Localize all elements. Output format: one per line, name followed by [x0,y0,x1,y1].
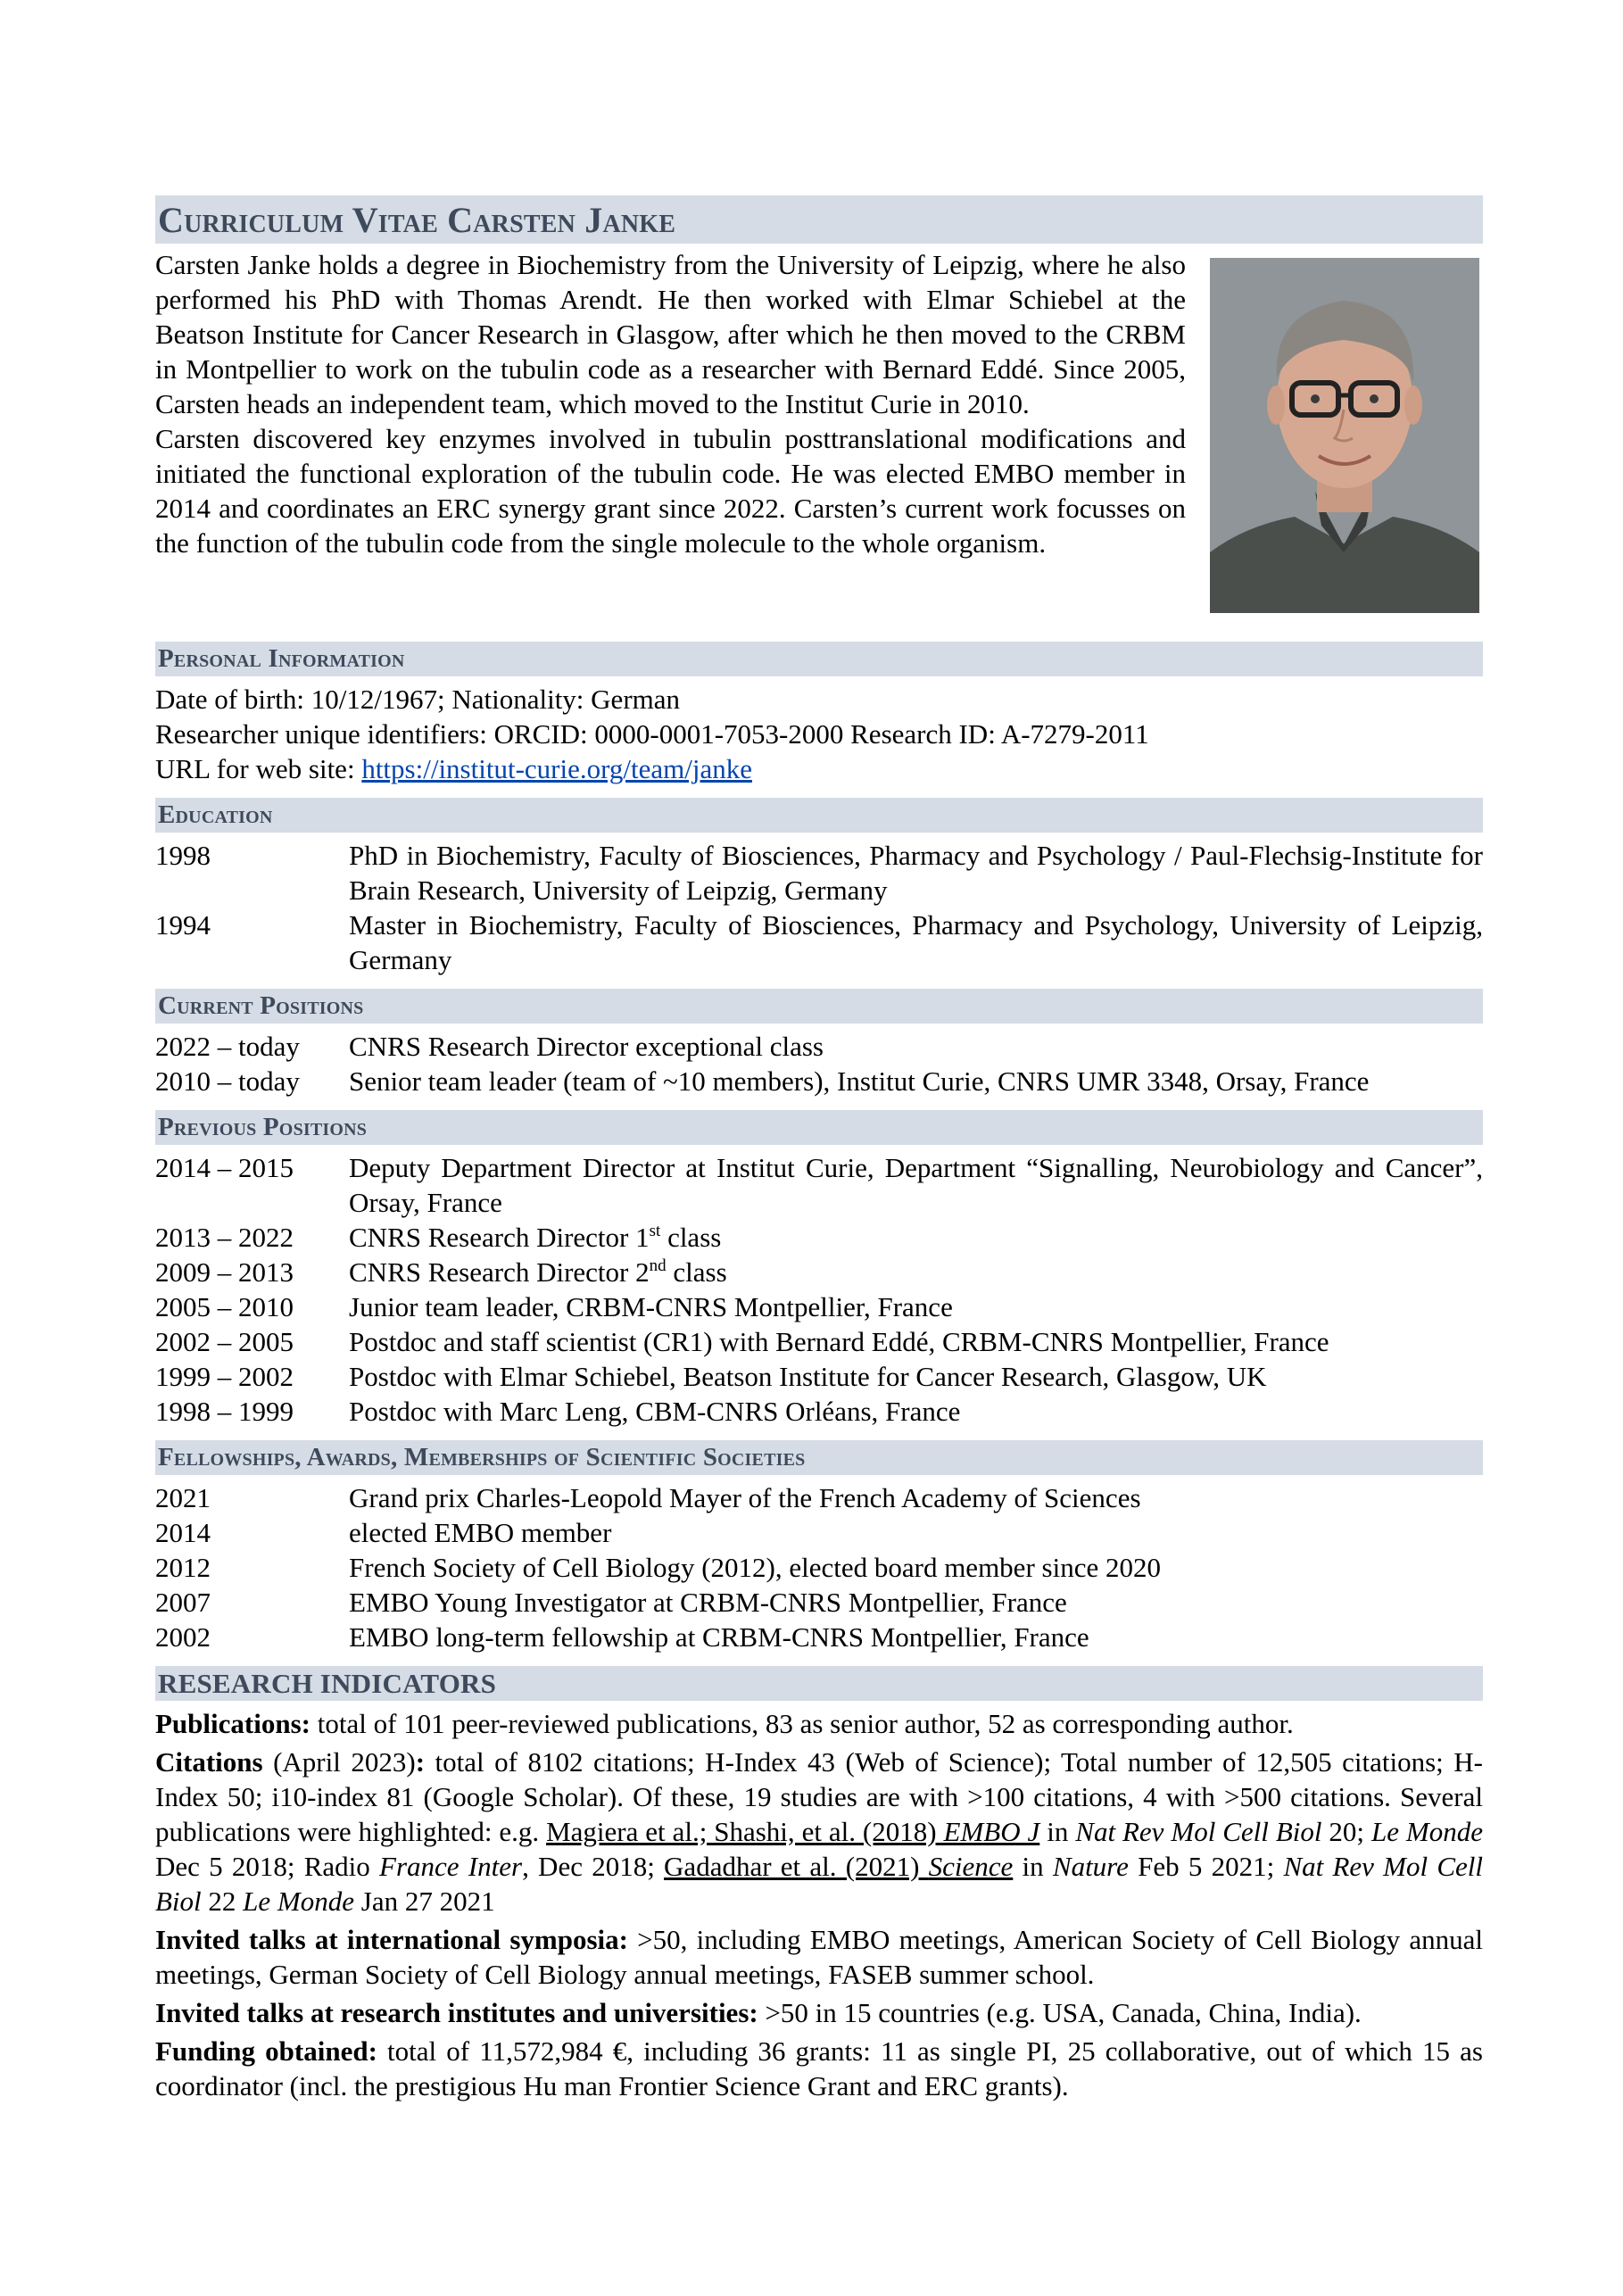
entry-year: 2002 [155,1621,211,1653]
citations-connector: in [1013,1851,1053,1882]
awards-heading: Fellowships, Awards, Memberships of Scientific Societies [155,1440,1483,1475]
current-positions-section [155,1029,1483,1098]
position-entry [155,1255,1483,1289]
entry-text-main: CNRS Research Director 1 [349,1222,650,1253]
portrait-photo [1210,258,1479,613]
portrait-illustration [1210,258,1479,613]
entry-text: French Society of Cell Biology (2012), elected board member since 2020 [349,1552,1161,1583]
journal-le-monde: Le Monde [1370,1816,1483,1847]
citations-colon: : [415,1746,426,1778]
citations-date: (April 2023) [262,1746,416,1778]
entry-text: EMBO Young Investigator at CRBM-CNRS Montpellier, France [349,1587,1067,1618]
entry-year: 2005 – 2010 [155,1291,294,1322]
citations-fragment: , Dec 2018; [522,1851,665,1882]
award-entry [155,1620,1483,1654]
award-entry [155,1480,1483,1515]
entry-text-tail: class [660,1222,722,1253]
citations-fragment: Feb 5 2021; [1128,1851,1284,1882]
awards-section [155,1480,1483,1654]
citations-fragment: 20; [1321,1816,1371,1847]
entry-text: Postdoc and staff scientist (CR1) with Bernard Eddé, CRBM-CNRS Montpellier, France [349,1326,1329,1357]
entry-text: Senior team leader (team of ~10 members), Institut Curie, CNRS UMR 3348, Orsay, France [349,1065,1370,1097]
reference-gadadhar[interactable]: Gadadhar et al. (2021) [664,1851,929,1882]
journal-le-monde: Le Monde [243,1886,355,1917]
funding-label: Funding obtained: [155,2035,377,2067]
intro-paragraph-1: Carsten Janke holds a degree in Biochemistry from the University of Leipzig, where he also performed his PhD with Thomas Arendt. He then worked with Elmar Schiebel at the Beatson Institute for Cancer Research in Glasgow, after which he then moved to the CRBM in Montpellier to work on the tubulin code as a researcher with Bernard Eddé. Since 2005, Carsten heads an independent team, which moved to the Institut Curie in 2010. [155,249,1186,419]
website-line [155,751,1483,786]
cv-page [155,195,1483,2115]
previous-positions-section [155,1150,1483,1429]
current-positions-heading: Current Positions [155,989,1483,1024]
entry-year: 2014 [155,1517,211,1548]
entry-year: 1999 – 2002 [155,1361,294,1392]
education-heading: Education [155,798,1483,833]
research-indicators-heading: RESEARCH INDICATORS [155,1666,1483,1701]
entry-year: 2012 [155,1552,211,1583]
entry-text: elected EMBO member [349,1517,612,1548]
funding-paragraph [155,2034,1483,2103]
journal-nature: Nature [1052,1851,1129,1882]
position-entry [155,1064,1483,1098]
entry-year: 1998 – 1999 [155,1396,294,1427]
entry-text: Postdoc with Elmar Schiebel, Beatson Institute for Cancer Research, Glasgow, UK [349,1361,1267,1392]
cv-title: Curriculum Vitae Carsten Janke [155,195,1483,244]
intro-paragraph-2: Carsten discovered key enzymes involved in tubulin posttranslational modifications and initiated the functional exploration of the tubulin code. He was elected EMBO member in 2014 and coordinates an ERC synergy grant since 2022. Carsten’s current work focusses on the function of the tubulin code from the single molecule to the whole organism. [155,423,1186,559]
intro-section [155,247,1483,642]
reference-science[interactable]: Science [928,1851,1014,1882]
position-entry [155,1324,1483,1359]
entry-text: EMBO long-term fellowship at CRBM-CNRS Montpellier, France [349,1621,1089,1653]
citations-fragment: 22 [201,1886,244,1917]
position-entry [155,1289,1483,1324]
entry-text: Junior team leader, CRBM-CNRS Montpellier, France [349,1291,953,1322]
position-entry [155,1220,1483,1255]
symposia-text: >50, including EMBO meetings, American Society of Cell Biology annual meetings, German Society of Cell Biology annual meetings, FASEB summer school. [155,1924,1483,1990]
journal-nat-rev-mol-cell-biol: Nat Rev Mol Cell Biol [155,1851,1483,1917]
entry-year: 2022 – today [155,1031,300,1062]
citations-text: total of 8102 citations; H-Index 43 (Web of Science); Total number of 12,505 citations; H-Index 50; i10-index 81 (Google Scholar). Of these, 19 studies are with >100 citations, 4 with >500 citations. Several publications were highlighted: e.g. [155,1746,1483,1847]
ordinal-suffix: nd [649,1256,667,1275]
entry-year: 2002 – 2005 [155,1326,294,1357]
entry-text: Postdoc with Marc Leng, CBM-CNRS Orléans, France [349,1396,961,1427]
website-label: URL for web site: [155,753,362,784]
award-entry [155,1585,1483,1620]
website-link[interactable]: https://institut-curie.org/team/janke [361,753,752,784]
citations-fragment: Dec 5 2018; Radio [155,1851,380,1882]
position-entry [155,1029,1483,1064]
intro-text [155,247,1186,560]
position-entry [155,1359,1483,1394]
publications-text: total of 101 peer-reviewed publications, 83 as senior author, 52 as corresponding author. [310,1708,1294,1739]
entry-text-tail: class [666,1256,727,1288]
entry-year: 2009 – 2013 [155,1256,294,1288]
entry-text: CNRS Research Director exceptional class [349,1031,824,1062]
ordinal-suffix: st [649,1222,661,1240]
entry-text [349,1220,1483,1255]
entry-year: 2013 – 2022 [155,1222,294,1253]
reference-magiera-shashi[interactable]: Magiera et al.; Shashi, et al. (2018) [546,1816,937,1847]
previous-positions-heading: Previous Positions [155,1110,1483,1145]
reference-embo-j[interactable]: EMBO J [936,1816,1040,1847]
media-france-inter: France Inter [379,1851,523,1882]
citations-fragment: Jan 27 2021 [354,1886,495,1917]
citations-paragraph [155,1745,1483,1919]
personal-info-heading: Personal Information [155,642,1483,676]
entry-text-main: CNRS Research Director 2 [349,1256,650,1288]
birth-nationality: Date of birth: 10/12/1967; Nationality: German [155,684,681,715]
journal-nat-rev-mol-cell-biol: Nat Rev Mol Cell Biol [1075,1816,1322,1847]
publications-line [155,1706,1483,1741]
institutes-label: Invited talks at research institutes and universities: [155,1997,758,2028]
symposia-paragraph [155,1922,1483,1992]
entry-text: Master in Biochemistry, Faculty of Biosciences, Pharmacy and Psychology, University of Leipzig, Germany [349,909,1483,975]
entry-year: 2014 – 2015 [155,1152,294,1183]
funding-text: total of 11,572,984 €, including 36 grants: 11 as single PI, 25 collaborative, out of which 15 as coordinator (incl. the prestigious Hu man Frontier Science Grant and ERC grants). [155,2035,1483,2101]
institutes-paragraph [155,1995,1483,2030]
citations-connector: in [1039,1816,1076,1847]
entry-year: 2010 – today [155,1065,300,1097]
researcher-identifiers: Researcher unique identifiers: ORCID: 0000-0001-7053-2000 Research ID: A-7279-2011 [155,718,1149,750]
award-entry [155,1550,1483,1585]
citations-label: Citations [155,1746,263,1778]
education-entry [155,838,1483,908]
entry-text: Grand prix Charles-Leopold Mayer of the French Academy of Sciences [349,1482,1141,1513]
entry-year: 1994 [155,909,211,941]
symposia-label: Invited talks at international symposia: [155,1924,628,1955]
position-entry [155,1394,1483,1429]
publications-label: Publications: [155,1708,311,1739]
research-indicators-section [155,1706,1483,2103]
education-entry [155,908,1483,977]
entry-year: 2007 [155,1587,211,1618]
entry-text [349,1255,1483,1289]
position-entry [155,1150,1483,1220]
entry-year: 1998 [155,840,211,871]
entry-text: PhD in Biochemistry, Faculty of Biosciences, Pharmacy and Psychology / Paul-Flechsig-Institute for Brain Research, University of Leipzig, Germany [349,840,1483,906]
entry-text: Deputy Department Director at Institut Curie, Department “Signalling, Neurobiology and Cancer”, Orsay, France [349,1152,1483,1218]
education-section [155,838,1483,977]
personal-info-section [155,682,1483,786]
entry-year: 2021 [155,1482,211,1513]
award-entry [155,1515,1483,1550]
institutes-text: >50 in 15 countries (e.g. USA, Canada, China, India). [758,1997,1362,2028]
